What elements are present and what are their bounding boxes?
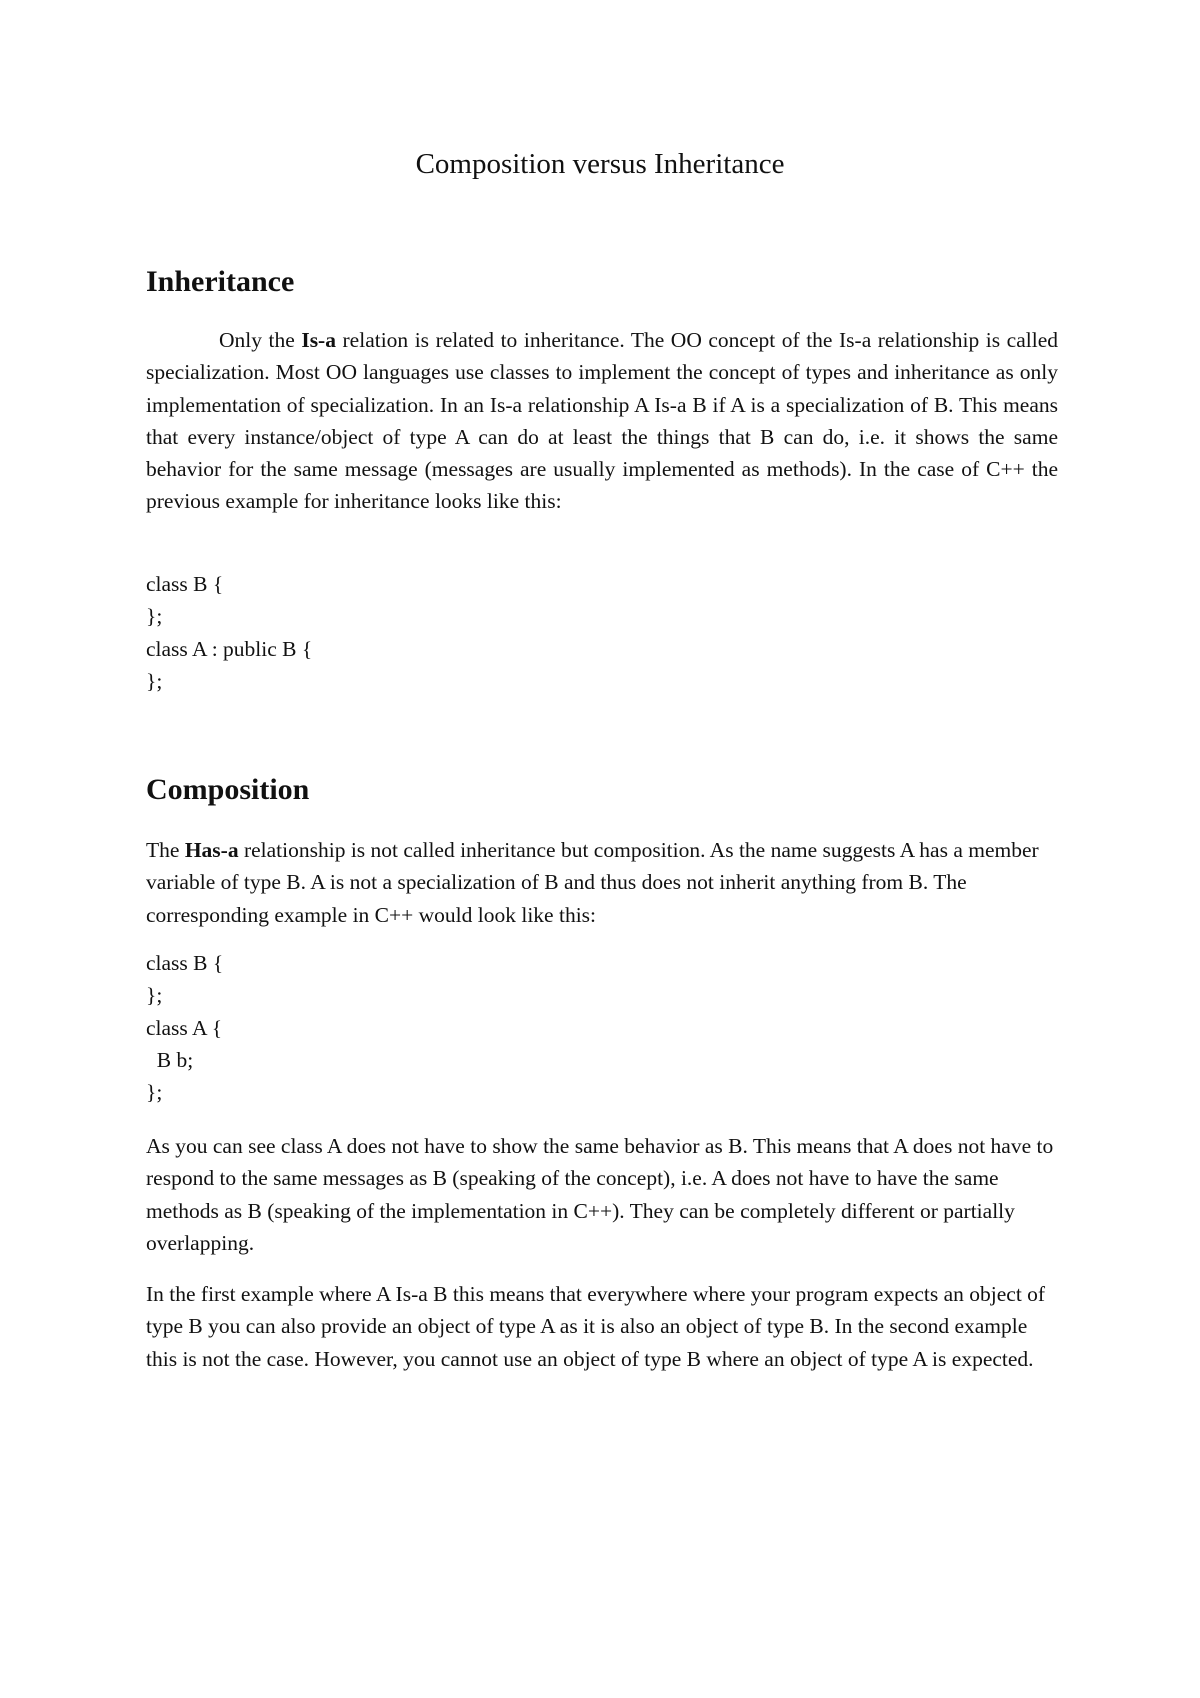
paragraph-composition [146,834,1058,931]
paragraph-substitution: In the first example where A Is-a B this means that everywhere where your program expects an object of type B you can also provide an object of type A as it is also an object of type B. In the second example this is not the case. However, you cannot use an object of type B where an object of type A is expected. [146,1282,1046,1371]
code-block-composition: class B { }; class A { B b; }; [146,951,224,1105]
paragraph-composition-body: relationship is not called inheritance but composition. As the name suggests A has a member variable of type B. A is not a specialization of B and thus does not inherit anything from B. The corresponding example in C++ would look like this: [146,838,1039,927]
document-title: Composition versus Inheritance [415,148,785,180]
is-a-term: Is-a [301,328,336,352]
paragraph-inheritance-body: relation is related to inheritance. The OO concept of the Is-a relationship is called specialization. Most OO languages use classes to implement the concept of types and inheritance as only implementation of specialization. In an Is-a relationship A Is-a B if A is a specialization of B. This means that every instance/object of type A can do at least the things that B can do, i.e. it shows the same behavior for the same message (messages are usually implemented as methods). In the case of C++ the previous example for inheritance looks like this: [146,328,1058,514]
heading-inheritance: Inheritance [146,265,295,298]
heading-composition: Composition [146,773,310,806]
paragraph-behavior: As you can see class A does not have to show the same behavior as B. This means that A does not have to respond to the same messages as B (speaking of the concept), i.e. A does not have to have the same methods as B (speaking of the implementation in C++). They can be completely different or partially overlapping. [146,1134,1054,1255]
code-block-inheritance: class B { }; class A : public B { }; [146,572,313,693]
has-a-term: Has-a [184,838,239,862]
paragraph-composition-lead: The [146,838,185,862]
paragraph-inheritance [146,324,1058,518]
paragraph-inheritance-lead: Only the [219,328,302,352]
